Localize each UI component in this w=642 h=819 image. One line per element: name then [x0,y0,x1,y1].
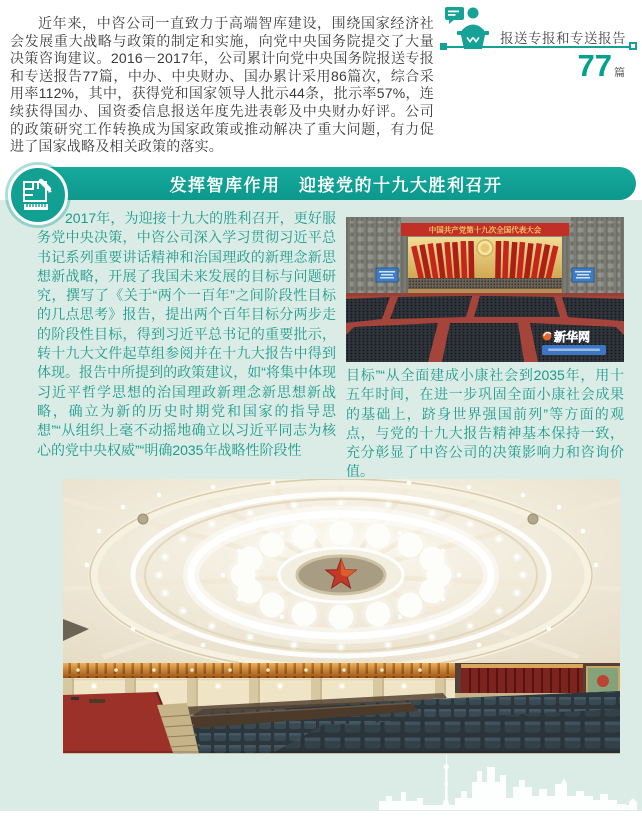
intro-paragraph: 近年来，中咨公司一直致力于高端智库建设，围绕国家经济社会发展重大战略与政策的制定和实施，向党中央国务院提交了大量决策咨询建议。2016－2017年，公司累计向党中央国务院报送专报和专送报告77篇，中办、中央财办、国办累计采用86篇次，综合采用率112%，其中，获得党和国家领导人批示44条，批示率57%，连续获得国办、国资委信息报送年度先进表彰及中央财办好评。公司的政策研究工作转换成为国家政策或推动解决了重大问题，有力促进了国家战略及相关政策的落实。 [10,15,434,155]
stat-value [443,49,625,90]
stat-label: 报送专报和专送报告 [500,31,626,46]
congress-photo [346,217,624,362]
stat-unit: 篇 [614,67,625,79]
story-left-column: 2017年，为迎接十九大的胜利召开，更好服务党中央决策，中咨公司深入学习贯彻习近平总书记系列重要讲话精神和治国理政的新理念新思想新战略，开展了我国未来发展的目标与问题研究，撰写了《关于“两个一百年”之间阶段性目标的几点思考》报告，提出两个百年目标分两步走的阶段性目标，得到习近平总书记的重要批示，转十九大文件起草组参阅并在十九大报告中得到体现。报告中所提到的政策建议，如“将集中体现习近平哲学思想的治国理政新理念新思想新战略，确立为新的历史时期党和国家的指导思想”“从组织上毫不动摇地确立以习近平同志为核心的党中央权威”“明确2035年战略性阶段性 [37,210,336,458]
story-right-column: 目标”“从全面建成小康社会到2035年，用十五年时间，在进一步巩固全面小康社会成果的基础上，跻身世界强国前列”等方面的观点，与党的十九大报告精神基本保持一致，充分彰显了中咨公司的决策影响力和咨询价值。 [346,367,624,480]
presenter-podium-icon [444,4,494,50]
blueprint-pencil-icon [20,177,56,213]
stat-line-right-square [629,42,637,50]
watermark-text: 新华网 [554,330,591,344]
congress-banner-text: 中国共产党第十九次全国代表大会 [428,225,542,235]
city-skyline-silhouette [378,754,640,811]
section-banner [36,167,636,200]
auditorium-photo [63,479,620,754]
stat-number: 77 [577,48,612,83]
section-title: 发挥智库作用 迎接党的十九大胜利召开 [169,176,503,195]
